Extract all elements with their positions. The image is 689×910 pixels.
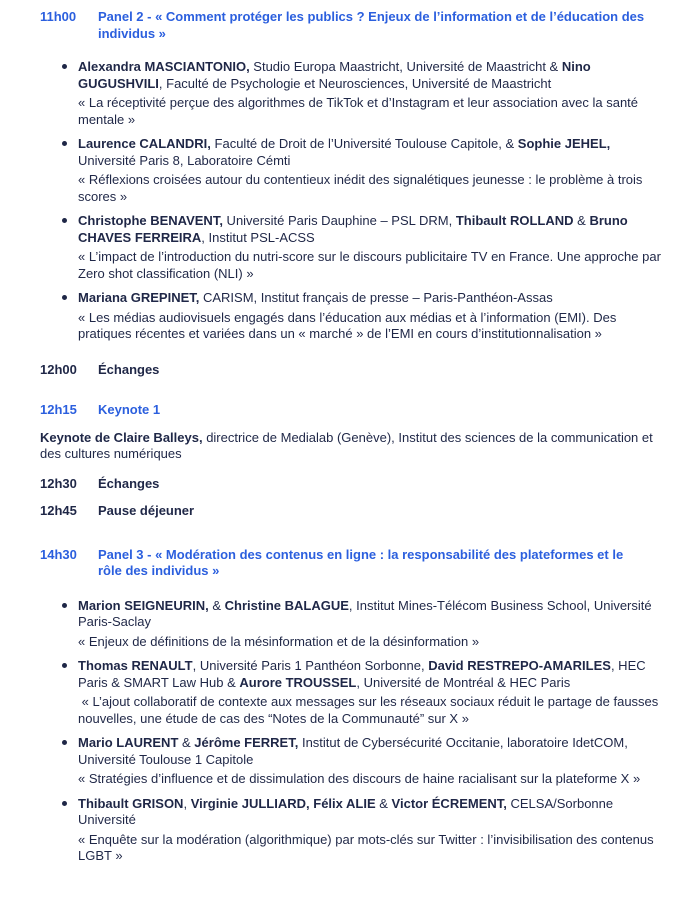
bullet-icon bbox=[62, 64, 67, 69]
speaker-names: Thibault GRISON, Virginie JULLIARD, Félix ALIE & Victor ÉCREMENT, CELSA/Sorbonne Université bbox=[78, 795, 614, 827]
speaker-names: Laurence CALANDRI, Faculté de Droit de l’Université Toulouse Capitole, & Sophie JEHEL, Université Paris 8, Laboratoire Cémti bbox=[78, 136, 611, 168]
talk-title: « L’impact de l’introduction du nutri-score sur le discours publicitaire TV en France. Une approche par Zero shot classification (NLI) » bbox=[78, 249, 661, 281]
speaker-item bbox=[62, 290, 663, 343]
bullet-icon bbox=[62, 740, 67, 745]
speaker-names: Thomas RENAULT, Université Paris 1 Panthéon Sorbonne, David RESTREPO-AMARILES, HEC Paris & SMART Law Hub & Aurore TROUSSEL, Université de Montréal & HEC Paris bbox=[78, 658, 646, 690]
pause-dejeuner-row bbox=[40, 503, 689, 520]
bullet-icon bbox=[62, 801, 67, 806]
talk-title: « Enjeux de définitions de la mésinformation et de la désinformation » bbox=[78, 633, 480, 649]
talk-title: « Réflexions croisées autour du contentieux inédit des signalétiques jeunesse : le problème à trois scores » bbox=[78, 172, 643, 204]
bullet-icon bbox=[62, 218, 67, 223]
speaker-names: Mariana GREPINET, CARISM, Institut français de presse – Paris-Panthéon-Assas bbox=[78, 290, 553, 305]
speaker-names: Marion SEIGNEURIN, & Christine BALAGUE, Institut Mines-Télécom Business School, Université Paris-Saclay bbox=[78, 597, 652, 629]
bullet-icon bbox=[62, 295, 67, 300]
speaker-names: Christophe BENAVENT, Université Paris Dauphine – PSL DRM, Thibault ROLLAND & Bruno CHAVES FERREIRA, Institut PSL-ACSS bbox=[78, 213, 628, 245]
speaker-item bbox=[62, 59, 663, 128]
keynote-description: Keynote de Claire Balleys, directrice de Medialab (Genève), Institut des sciences de la communication et des cultures numériques bbox=[40, 429, 653, 461]
bullet-icon bbox=[62, 603, 67, 608]
time-label: 14h30 bbox=[40, 546, 77, 562]
speaker-item bbox=[62, 213, 663, 282]
talk-title: « Enquête sur la modération (algorithmique) par mots-clés sur Twitter : l’invisibilisation des contenus LGBT » bbox=[78, 831, 654, 863]
talk-title: « Les médias audiovisuels engagés dans l’éducation aux médias et à l’information (EMI). Des pratiques récentes et variées dans un « marché » de l’EMI en cours d’institutionnalisation » bbox=[78, 309, 617, 341]
session-label: Pause déjeuner bbox=[98, 503, 195, 518]
speaker-item bbox=[62, 735, 663, 788]
session-label: Keynote 1 bbox=[98, 402, 161, 417]
time-label: 11h00 bbox=[40, 9, 77, 24]
panel2-heading bbox=[40, 9, 689, 42]
panel3-heading bbox=[40, 547, 689, 580]
panel-title: Panel 2 - « Comment protéger les publics ? Enjeux de l’information et de l’éducation des individus » bbox=[98, 9, 645, 41]
keynote-heading bbox=[40, 402, 689, 419]
time-label: 12h30 bbox=[40, 475, 77, 491]
talk-title: « Stratégies d’influence et de dissimulation des discours de haine racialisant sur la plateforme X » bbox=[78, 771, 641, 786]
session-label: Échanges bbox=[98, 361, 160, 377]
speaker-names: Mario LAURENT & Jérôme FERRET, Institut de Cybersécurité Occitanie, laboratoire IdetCOM, Université Toulouse 1 Capitole bbox=[78, 735, 628, 767]
bullet-icon bbox=[62, 141, 67, 146]
session-label: Échanges bbox=[98, 475, 160, 491]
panel-title: Panel 3 - « Modération des contenus en ligne : la responsabilité des plateformes et le rôle des individus » bbox=[98, 546, 624, 578]
echanges-row bbox=[40, 362, 689, 379]
speaker-item bbox=[62, 658, 663, 727]
talk-title: « La réceptivité perçue des algorithmes de TikTok et d’Instagram et leur association avec la santé mentale » bbox=[78, 95, 639, 127]
panel2-speakers bbox=[40, 59, 689, 343]
speaker-item bbox=[62, 136, 663, 205]
echanges-row bbox=[40, 476, 689, 493]
bullet-icon bbox=[62, 663, 67, 668]
time-label: 12h15 bbox=[40, 402, 77, 417]
time-label: 12h00 bbox=[40, 361, 77, 377]
talk-title: « L’ajout collaboratif de contexte aux messages sur les réseaux sociaux réduit le partage de fausses nouvelles, une étude de cas des “Notes de la Communauté” sur X » bbox=[78, 694, 659, 726]
panel3-speakers bbox=[40, 598, 689, 865]
speaker-names: Alexandra MASCIANTONIO, Studio Europa Maastricht, Université de Maastricht & Nino GUGUSHVILI, Faculté de Psychologie et Neurosciences, Université de Maastricht bbox=[78, 59, 591, 91]
speaker-item bbox=[62, 796, 663, 865]
speaker-item bbox=[62, 598, 663, 651]
time-label: 12h45 bbox=[40, 503, 77, 518]
